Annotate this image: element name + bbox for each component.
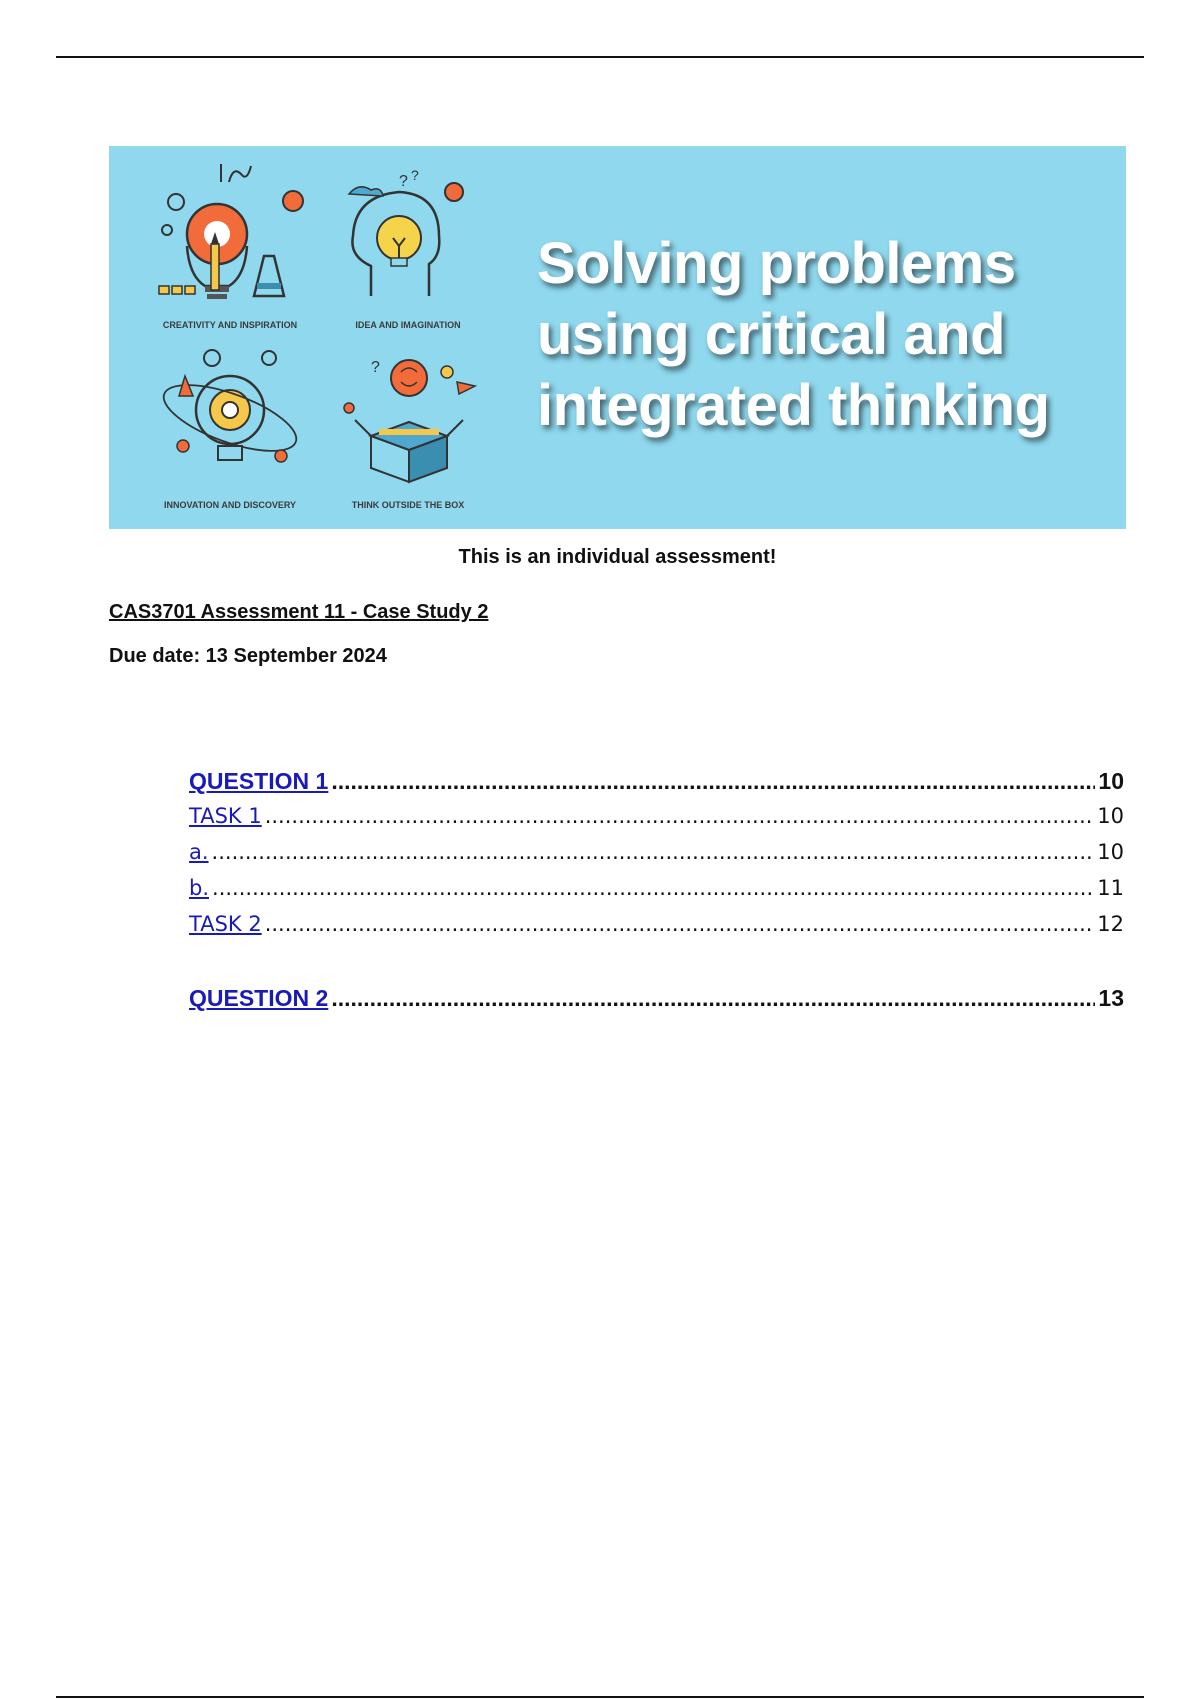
toc-entry-question-2[interactable] — [189, 985, 1124, 1019]
lightbulb-gear-icon — [156, 350, 304, 510]
banner-title-line-1: Solving problems — [537, 231, 1016, 296]
due-date: Due date: 13 September 2024 — [109, 645, 387, 667]
toc-page-number: 10 — [1097, 804, 1124, 828]
top-rule — [56, 56, 1144, 58]
toc-page-number: 12 — [1097, 912, 1124, 936]
toc-page-number: 13 — [1098, 985, 1124, 1011]
toc-entry-b[interactable] — [189, 876, 1124, 910]
banner-title-line-3: integrated thinking — [537, 373, 1050, 438]
toc-leader-dots — [265, 804, 1095, 828]
toc-leader-dots — [265, 912, 1095, 936]
toc-leader-dots — [331, 768, 1095, 795]
toc-leader-dots — [331, 985, 1095, 1012]
toc-entry-task-1[interactable] — [189, 804, 1124, 838]
toc-entry-task-2[interactable] — [189, 912, 1124, 946]
toc-page-number: 11 — [1097, 876, 1124, 900]
toc-leader-dots — [212, 876, 1094, 900]
toc-entry-question-1[interactable] — [189, 768, 1124, 802]
toc-page-number: 10 — [1097, 840, 1124, 864]
toc-link-question-2[interactable]: QUESTION 2 — [189, 985, 329, 1011]
caption-creativity: CREATIVITY AND INSPIRATION — [162, 320, 298, 330]
toc-entry-a[interactable] — [189, 840, 1124, 874]
lightbulb-pencil-icon — [159, 164, 303, 330]
toc-leader-dots — [212, 840, 1095, 864]
document-title: CAS3701 Assessment 11 - Case Study 2 — [109, 601, 489, 623]
individual-assessment-notice: This is an individual assessment! — [458, 546, 777, 568]
brain-box-icon — [344, 359, 475, 510]
bottom-rule — [56, 1696, 1144, 1698]
toc-link-question-1[interactable]: QUESTION 1 — [189, 768, 329, 794]
question-marks-glyph-2: ? — [411, 167, 419, 183]
banner-title-line-2: using critical and — [537, 302, 1005, 367]
caption-think: THINK OUTSIDE THE BOX — [351, 500, 465, 510]
banner-image — [109, 146, 1126, 529]
caption-innovation: INNOVATION AND DISCOVERY — [163, 500, 297, 510]
question-mark-glyph: ? — [371, 359, 380, 376]
question-marks-glyph: ? — [399, 173, 408, 190]
toc-link-b[interactable]: b. — [189, 876, 210, 900]
toc-link-task-1[interactable]: TASK 1 — [189, 804, 262, 828]
toc-link-a[interactable]: a. — [189, 840, 209, 864]
toc-page-number: 10 — [1098, 768, 1124, 794]
banner-title — [537, 228, 1097, 441]
toc-link-task-2[interactable]: TASK 2 — [189, 912, 262, 936]
head-lightbulb-icon — [349, 167, 463, 330]
caption-idea: IDEA AND IMAGINATION — [355, 320, 461, 330]
